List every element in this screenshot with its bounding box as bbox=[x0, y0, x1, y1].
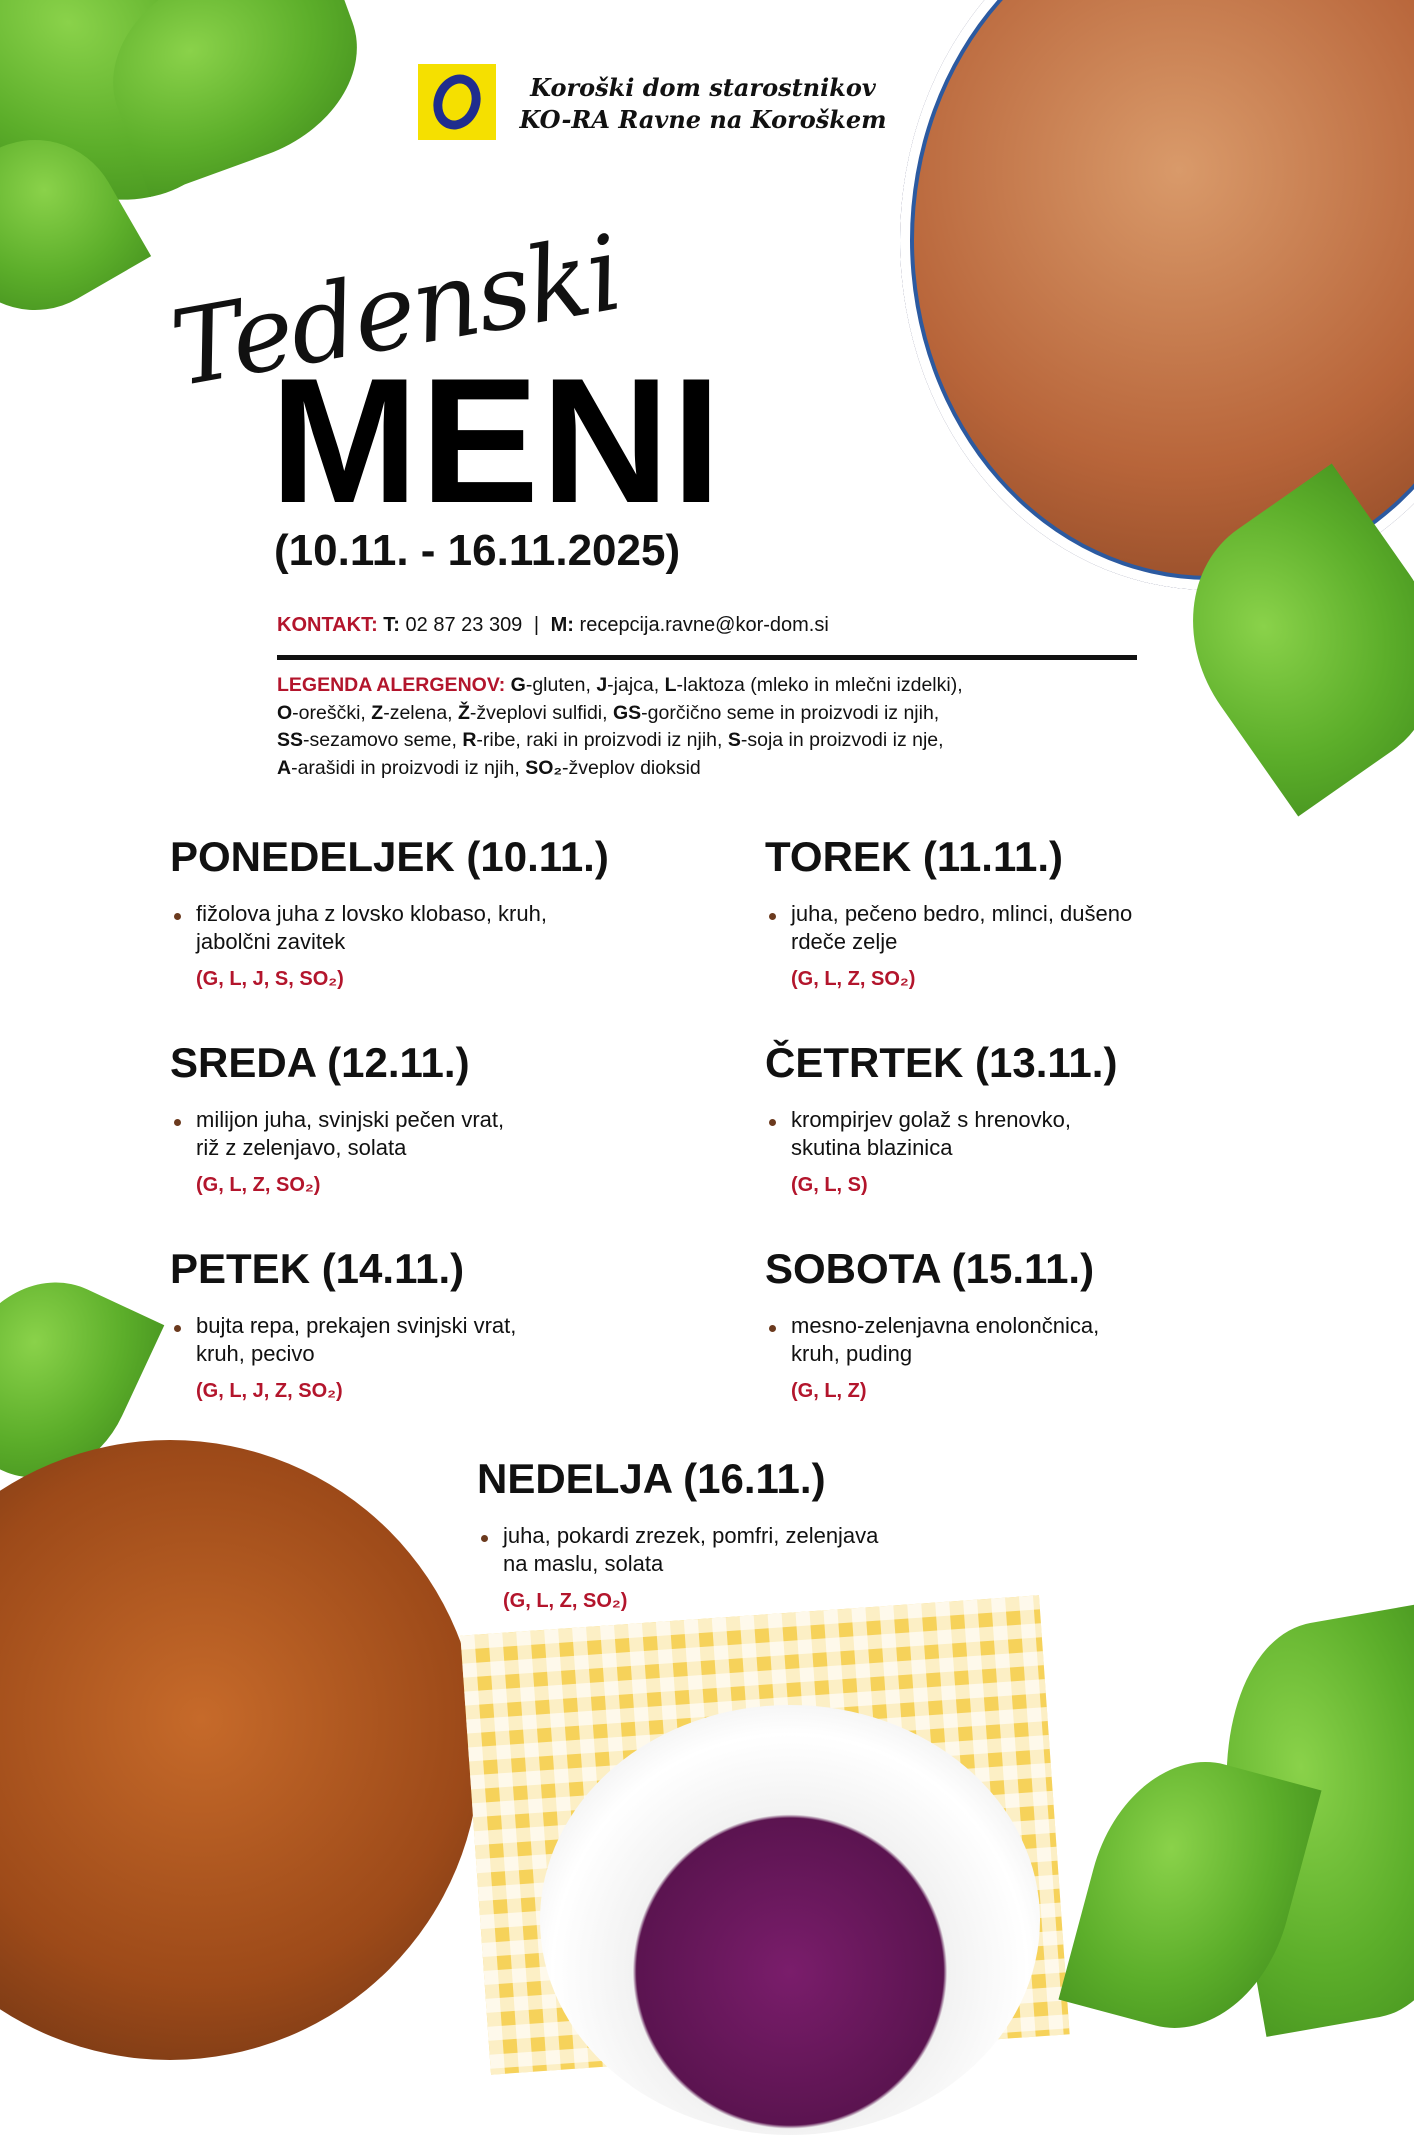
legend-item: SO₂-žveplov dioksid bbox=[525, 756, 701, 779]
legend-item: GS-gorčično seme in proizvodi iz njih, bbox=[612, 701, 940, 724]
day-title: PONEDELJEK (10.11.) bbox=[170, 833, 609, 880]
allergen-codes: (G, L, Z) bbox=[791, 1380, 867, 1402]
day-block-sunday bbox=[477, 1454, 1037, 1613]
menu-item: milijon juha, svinjski pečen vrat, riž z zelenjavo, solata bbox=[170, 1106, 690, 1162]
legend-item: O-oreščki, bbox=[277, 701, 372, 724]
logo-ring-icon bbox=[426, 68, 488, 136]
legend-item: Ž-žveplovi sulfidi, bbox=[458, 701, 613, 724]
legend-item: SS-sezamovo seme, bbox=[277, 729, 463, 751]
phone-label: T: bbox=[383, 614, 400, 636]
day-title: SOBOTA (15.11.) bbox=[765, 1245, 1095, 1292]
day-block-wednesday bbox=[170, 1038, 690, 1197]
allergen-codes: (G, L, S) bbox=[791, 1174, 868, 1196]
legend-item: L-laktoza (mleko in mlečni izdelki), bbox=[664, 674, 963, 696]
organization-name bbox=[518, 72, 888, 136]
allergen-codes: (G, L, Z, SO₂) bbox=[503, 1590, 628, 1612]
allergen-codes: (G, L, J, S, SO₂) bbox=[196, 968, 344, 990]
legend-item: A-arašidi in proizvodi iz njih, bbox=[277, 756, 526, 779]
day-block-monday bbox=[170, 832, 690, 991]
roast-chicken-plate-photo bbox=[0, 1440, 480, 2060]
legend-item: Z-zelena, bbox=[371, 701, 458, 724]
organization-name-line-1: Koroški dom starostnikov bbox=[530, 73, 876, 102]
day-block-saturday bbox=[765, 1244, 1285, 1403]
script-title: Tedenski bbox=[162, 211, 629, 411]
menu-item: mesno-zelenjavna enolončnica, kruh, puding bbox=[765, 1312, 1285, 1368]
legend-label: LEGENDA ALERGENOV: bbox=[277, 674, 506, 696]
menu-item: bujta repa, prekajen svinjski vrat, kruh, pecivo bbox=[170, 1312, 690, 1368]
legend-item: R-ribe, raki in proizvodi iz njih, bbox=[462, 729, 728, 751]
day-title: ČETRTEK (13.11.) bbox=[765, 1039, 1118, 1086]
allergen-codes: (G, L, Z, SO₂) bbox=[791, 968, 916, 990]
contact-separator: | bbox=[533, 614, 540, 636]
red-cabbage-bowl-photo bbox=[540, 1705, 1040, 2135]
allergen-codes: (G, L, J, Z, SO₂) bbox=[196, 1380, 343, 1402]
page-title: MENI bbox=[270, 341, 723, 540]
day-title: SREDA (12.11.) bbox=[170, 1039, 470, 1086]
contact-line bbox=[277, 614, 829, 637]
day-title: TOREK (11.11.) bbox=[765, 833, 1064, 880]
organization-logo bbox=[418, 64, 496, 140]
legend-item: J-jajca, bbox=[596, 674, 665, 696]
day-title: NEDELJA (16.11.) bbox=[477, 1455, 826, 1502]
day-block-friday bbox=[170, 1244, 690, 1403]
legend-item: S-soja in proizvodi iz nje, bbox=[727, 729, 944, 751]
mail-label: M: bbox=[550, 614, 574, 636]
menu-item: juha, pokardi zrezek, pomfri, zelenjava na maslu, solata bbox=[477, 1522, 1037, 1578]
allergen-codes: (G, L, Z, SO₂) bbox=[196, 1174, 321, 1196]
menu-item: krompirjev golaž s hrenovko, skutina blazinica bbox=[765, 1106, 1285, 1162]
day-block-thursday bbox=[765, 1038, 1285, 1197]
date-range: (10.11. - 16.11.2025) bbox=[274, 526, 681, 575]
phone-number: 02 87 23 309 bbox=[405, 614, 523, 636]
legend-item: G-gluten, bbox=[510, 674, 597, 696]
email-address: recepcija.ravne@kor-dom.si bbox=[579, 614, 829, 636]
day-block-tuesday bbox=[765, 832, 1285, 991]
divider bbox=[277, 655, 1137, 660]
menu-item: juha, pečeno bedro, mlinci, dušeno rdeče zelje bbox=[765, 900, 1285, 956]
allergen-legend bbox=[277, 672, 1137, 782]
day-title: PETEK (14.11.) bbox=[170, 1245, 465, 1292]
organization-name-line-2: KO-RA Ravne na Koroškem bbox=[519, 105, 887, 134]
contact-label: KONTAKT: bbox=[277, 614, 378, 636]
menu-item: fižolova juha z lovsko klobaso, kruh, jabolčni zavitek bbox=[170, 900, 690, 956]
